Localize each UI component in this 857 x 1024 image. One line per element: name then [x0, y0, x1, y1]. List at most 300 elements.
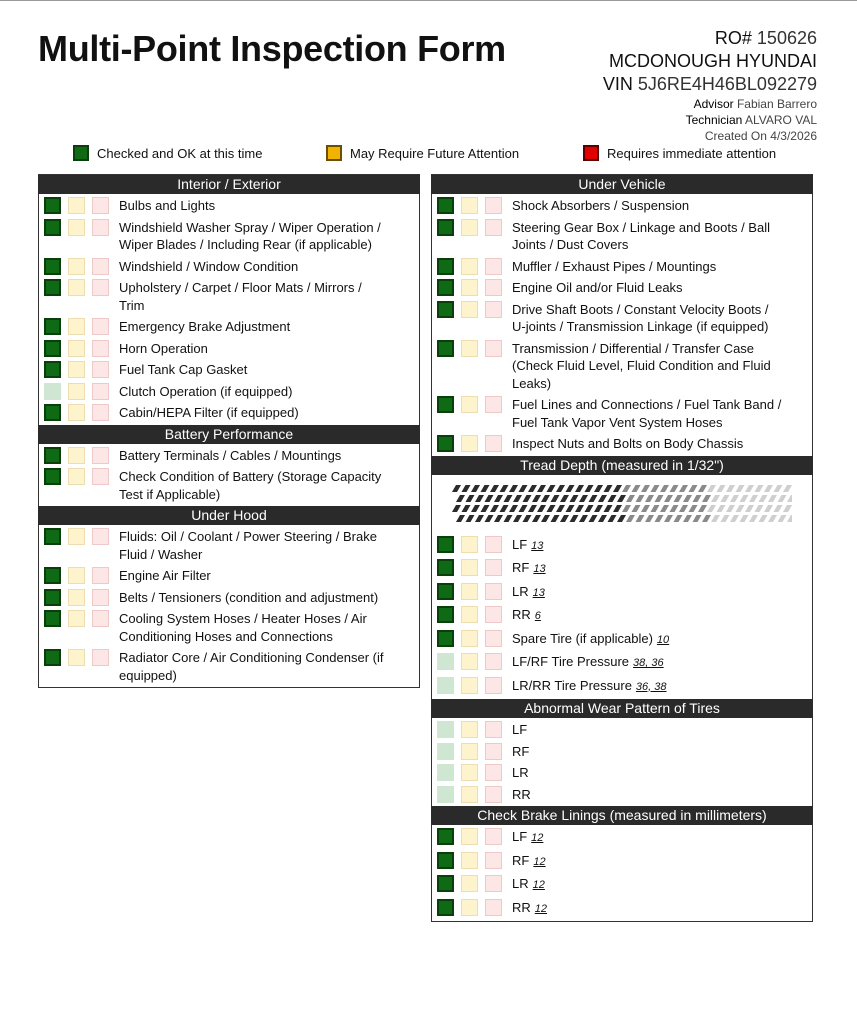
section-interior-exterior — [39, 175, 419, 425]
advisor-line — [603, 96, 817, 112]
vin-line — [603, 73, 817, 96]
ro-line — [603, 27, 817, 50]
status-boxes — [39, 649, 116, 666]
immediate-attention-checkbox[interactable] — [485, 583, 502, 600]
item-label — [509, 583, 782, 603]
immediate-attention-checkbox[interactable] — [485, 653, 502, 670]
checklist-row — [432, 217, 812, 256]
item-text: LR — [512, 876, 529, 891]
ok-checkbox[interactable] — [437, 828, 454, 845]
item-text: Windshield Washer Spray / Wiper Operation / Wiper Blades / Including Rear (if applicable) — [119, 219, 381, 252]
created-date: 4/3/2026 — [770, 129, 817, 143]
future-attention-checkbox[interactable] — [68, 258, 85, 275]
immediate-attention-checkbox[interactable] — [92, 361, 109, 378]
future-attention-checkbox[interactable] — [461, 899, 478, 916]
status-boxes — [432, 536, 509, 553]
section-battery-performance — [39, 425, 419, 507]
ok-checkbox[interactable] — [437, 630, 454, 647]
item-label — [509, 279, 782, 297]
status-boxes — [432, 340, 509, 357]
immediate-attention-checkbox[interactable] — [485, 743, 502, 760]
item-label — [116, 468, 389, 503]
future-attention-checkbox[interactable] — [461, 536, 478, 553]
item-text: Fluids: Oil / Coolant / Power Steering / Brake Fluid / Washer — [119, 529, 377, 562]
status-boxes — [432, 875, 509, 892]
immediate-attention-checkbox[interactable] — [485, 828, 502, 845]
item-label — [509, 743, 782, 761]
status-boxes — [432, 606, 509, 623]
section-abnormal-wear-pattern-of-tires — [432, 699, 812, 806]
item-list — [432, 194, 812, 456]
status-boxes — [432, 764, 509, 781]
legend-ok-label: Checked and OK at this time — [97, 145, 263, 161]
ok-checkbox[interactable] — [44, 258, 61, 275]
vin-label: VIN — [602, 74, 633, 94]
ok-checkbox[interactable] — [437, 677, 454, 694]
item-label — [509, 396, 782, 431]
checklist-row — [432, 299, 812, 338]
future-attention-checkbox[interactable] — [68, 649, 85, 666]
section-tread-depth-measured-in-1-32 — [432, 456, 812, 700]
item-label — [509, 852, 782, 872]
future-attention-checkbox[interactable] — [461, 828, 478, 845]
future-attention-checkbox[interactable] — [68, 567, 85, 584]
immediate-attention-checkbox[interactable] — [485, 630, 502, 647]
immediate-attention-checkbox[interactable] — [92, 340, 109, 357]
ok-checkbox[interactable] — [44, 318, 61, 335]
item-text: LF — [512, 536, 528, 552]
ok-checkbox[interactable] — [44, 361, 61, 378]
ok-checkbox[interactable] — [44, 340, 61, 357]
checklist-row — [39, 608, 419, 647]
ok-checkbox[interactable] — [437, 396, 454, 413]
status-boxes — [432, 828, 509, 845]
immediate-attention-checkbox[interactable] — [485, 396, 502, 413]
immediate-attention-checkbox[interactable] — [485, 301, 502, 318]
future-attention-checkbox[interactable] — [461, 606, 478, 623]
future-attention-checkbox[interactable] — [68, 447, 85, 464]
checklist-row — [39, 381, 419, 403]
item-label — [509, 786, 782, 804]
legend-future-label: May Require Future Attention — [350, 145, 520, 161]
immediate-attention-checkbox[interactable] — [485, 899, 502, 916]
checklist-row — [39, 565, 419, 587]
status-boxes — [39, 258, 116, 275]
future-attention-checkbox[interactable] — [68, 404, 85, 421]
checklist-row — [432, 604, 812, 628]
immediate-attention-checkbox[interactable] — [92, 279, 109, 296]
immediate-attention-checkbox[interactable] — [485, 219, 502, 236]
item-label — [116, 258, 389, 276]
checklist-row — [39, 256, 419, 278]
status-boxes — [39, 279, 116, 296]
item-text: Transmission / Differential / Transfer Case (Check Fluid Level, Fluid Condition and Fluid Leaks) — [512, 340, 771, 391]
item-list — [432, 825, 812, 921]
future-attention-checkbox[interactable] — [68, 197, 85, 214]
section-check-brake-linings-measured-in-millimeters — [432, 806, 812, 921]
checklist-row — [39, 647, 419, 686]
ok-checkbox[interactable] — [437, 197, 454, 214]
checklist-row — [39, 526, 419, 565]
ok-checkbox[interactable] — [437, 786, 454, 803]
yellow-swatch-icon — [326, 145, 342, 161]
checklist-row — [432, 873, 812, 897]
item-measurement: 12 — [533, 855, 546, 868]
immediate-attention-checkbox[interactable] — [92, 567, 109, 584]
future-attention-checkbox[interactable] — [68, 318, 85, 335]
section-under-vehicle — [432, 175, 812, 456]
ok-checkbox[interactable] — [437, 583, 454, 600]
ok-checkbox[interactable] — [44, 404, 61, 421]
status-boxes — [39, 610, 116, 627]
future-attention-checkbox[interactable] — [68, 340, 85, 357]
item-label — [509, 301, 782, 336]
ok-checkbox[interactable] — [44, 468, 61, 485]
future-attention-checkbox[interactable] — [68, 361, 85, 378]
item-text: Spare Tire (if applicable) — [512, 630, 653, 646]
item-text: Belts / Tensioners (condition and adjustment) — [119, 589, 379, 605]
red-swatch-icon — [583, 145, 599, 161]
ok-checkbox[interactable] — [437, 340, 454, 357]
item-text: Fuel Lines and Connections / Fuel Tank Band / Fuel Tank Vapor Vent System Hoses — [512, 397, 782, 430]
future-attention-checkbox[interactable] — [461, 852, 478, 869]
section-under-hood — [39, 506, 419, 687]
item-list — [432, 533, 812, 700]
immediate-attention-checkbox[interactable] — [92, 318, 109, 335]
item-label — [116, 383, 389, 401]
checklist-row — [432, 651, 812, 675]
future-attention-checkbox[interactable] — [461, 764, 478, 781]
status-boxes — [39, 197, 116, 214]
created-line — [603, 128, 817, 144]
future-attention-checkbox[interactable] — [68, 383, 85, 400]
item-text: Muffler / Exhaust Pipes / Mountings — [512, 258, 717, 274]
item-list — [39, 444, 419, 507]
ok-checkbox[interactable] — [437, 219, 454, 236]
status-boxes — [432, 786, 509, 803]
item-text: Upholstery / Carpet / Floor Mats / Mirrors / Trim — [119, 280, 362, 313]
future-attention-checkbox[interactable] — [461, 435, 478, 452]
immediate-attention-checkbox[interactable] — [485, 852, 502, 869]
legend-immediate — [583, 145, 776, 161]
item-measurement: 36, 38 — [635, 680, 667, 693]
item-label — [116, 447, 389, 465]
status-boxes — [432, 396, 509, 413]
section-header: Under Hood — [38, 506, 420, 525]
immediate-attention-checkbox[interactable] — [485, 764, 502, 781]
legend — [0, 145, 857, 165]
item-text: LR/RR Tire Pressure — [512, 677, 632, 693]
item-text: Shock Absorbers / Suspension — [512, 198, 690, 213]
immediate-attention-checkbox[interactable] — [485, 559, 502, 576]
immediate-attention-checkbox[interactable] — [485, 786, 502, 803]
status-boxes — [39, 528, 116, 545]
status-boxes — [39, 383, 116, 400]
ok-checkbox[interactable] — [437, 301, 454, 318]
future-attention-checkbox[interactable] — [461, 279, 478, 296]
immediate-attention-checkbox[interactable] — [485, 197, 502, 214]
immediate-attention-checkbox[interactable] — [485, 536, 502, 553]
item-text: Engine Oil and/or Fluid Leaks — [512, 280, 683, 295]
future-attention-checkbox[interactable] — [461, 875, 478, 892]
ok-checkbox[interactable] — [437, 606, 454, 623]
immediate-attention-checkbox[interactable] — [485, 279, 502, 296]
status-boxes — [432, 630, 509, 647]
technician-label: Technician — [685, 113, 743, 127]
item-list — [432, 718, 812, 806]
ok-checkbox[interactable] — [437, 875, 454, 892]
item-measurement: 6 — [534, 610, 541, 622]
item-label — [116, 404, 389, 422]
future-attention-checkbox[interactable] — [68, 528, 85, 545]
item-text: RR — [512, 899, 531, 915]
item-text: RF — [512, 743, 530, 759]
item-text: Fuel Tank Cap Gasket — [119, 362, 248, 377]
item-label — [509, 536, 782, 556]
ok-checkbox[interactable] — [437, 559, 454, 576]
checklist-row — [432, 784, 812, 806]
status-boxes — [432, 899, 509, 916]
item-label — [116, 197, 389, 215]
advisor-name: Fabian Barrero — [736, 97, 817, 111]
future-attention-checkbox[interactable] — [461, 219, 478, 236]
status-boxes — [432, 258, 509, 275]
immediate-attention-checkbox[interactable] — [92, 258, 109, 275]
ro-label: RO# — [714, 28, 752, 48]
future-attention-checkbox[interactable] — [68, 610, 85, 627]
immediate-attention-checkbox[interactable] — [92, 528, 109, 545]
repair-order-header — [603, 27, 817, 144]
checklist-row — [432, 897, 812, 921]
tire-tread-icon — [452, 481, 792, 525]
status-boxes — [432, 677, 509, 694]
item-measurement: 12 — [532, 879, 545, 891]
item-text: RR — [512, 786, 531, 802]
status-boxes — [39, 447, 116, 464]
immediate-attention-checkbox[interactable] — [92, 447, 109, 464]
status-boxes — [39, 361, 116, 378]
future-attention-checkbox[interactable] — [68, 279, 85, 296]
item-label — [509, 677, 782, 697]
item-list — [39, 194, 419, 425]
future-attention-checkbox[interactable] — [461, 301, 478, 318]
checklist-row — [432, 195, 812, 217]
status-boxes — [39, 468, 116, 485]
checklist-row — [39, 466, 419, 505]
ok-checkbox[interactable] — [437, 536, 454, 553]
future-attention-checkbox[interactable] — [461, 786, 478, 803]
item-label — [509, 435, 782, 453]
item-measurement: 12 — [531, 832, 544, 844]
status-boxes — [432, 435, 509, 452]
item-label — [509, 899, 782, 919]
ro-number: 150626 — [756, 28, 817, 48]
ok-checkbox[interactable] — [44, 383, 61, 400]
status-boxes — [432, 653, 509, 670]
right-inspection-panel — [431, 174, 813, 922]
ok-checkbox[interactable] — [44, 610, 61, 627]
checklist-row — [432, 675, 812, 699]
ok-checkbox[interactable] — [437, 279, 454, 296]
future-attention-checkbox[interactable] — [461, 583, 478, 600]
checklist-row — [432, 338, 812, 395]
checklist-row — [432, 719, 812, 741]
ok-checkbox[interactable] — [437, 764, 454, 781]
checklist-row — [432, 256, 812, 278]
status-boxes — [39, 219, 116, 236]
item-text: LF — [512, 722, 528, 737]
vin-number: 5J6RE4H46BL092279 — [637, 74, 817, 94]
item-label — [116, 610, 389, 645]
item-text: Check Condition of Battery (Storage Capacity Test if Applicable) — [119, 469, 382, 502]
status-boxes — [432, 583, 509, 600]
immediate-attention-checkbox[interactable] — [92, 219, 109, 236]
future-attention-checkbox[interactable] — [68, 468, 85, 485]
top-rule — [0, 0, 857, 1]
item-text: Bulbs and Lights — [119, 198, 216, 213]
item-label — [509, 630, 782, 650]
immediate-attention-checkbox[interactable] — [485, 340, 502, 357]
ok-checkbox[interactable] — [44, 197, 61, 214]
immediate-attention-checkbox[interactable] — [485, 606, 502, 623]
status-boxes — [432, 219, 509, 236]
immediate-attention-checkbox[interactable] — [92, 383, 109, 400]
future-attention-checkbox[interactable] — [461, 743, 478, 760]
future-attention-checkbox[interactable] — [461, 197, 478, 214]
checklist-row — [39, 359, 419, 381]
ok-checkbox[interactable] — [44, 528, 61, 545]
item-text: RF — [512, 560, 530, 575]
item-label — [509, 340, 782, 393]
item-label — [509, 559, 782, 579]
checklist-row — [432, 762, 812, 784]
checklist-row — [432, 394, 812, 433]
item-label — [509, 197, 782, 215]
checklist-row — [39, 402, 419, 424]
item-text: LF/RF Tire Pressure — [512, 654, 630, 669]
future-attention-checkbox[interactable] — [461, 559, 478, 576]
item-label — [509, 828, 782, 848]
section-header: Abnormal Wear Pattern of Tires — [431, 699, 813, 718]
future-attention-checkbox[interactable] — [461, 653, 478, 670]
ok-checkbox[interactable] — [44, 589, 61, 606]
item-measurement: 12 — [534, 902, 548, 915]
future-attention-checkbox[interactable] — [461, 340, 478, 357]
section-header: Under Vehicle — [431, 175, 813, 194]
item-label — [509, 653, 782, 673]
ok-checkbox[interactable] — [437, 653, 454, 670]
item-text: LR — [512, 765, 529, 780]
immediate-attention-checkbox[interactable] — [485, 721, 502, 738]
ok-checkbox[interactable] — [437, 721, 454, 738]
immediate-attention-checkbox[interactable] — [92, 589, 109, 606]
item-label — [509, 606, 782, 626]
item-measurement: 38, 36 — [633, 657, 664, 669]
section-header: Battery Performance — [38, 425, 420, 444]
tire-image — [432, 475, 812, 533]
section-header: Tread Depth (measured in 1/32") — [431, 456, 813, 475]
future-attention-checkbox[interactable] — [461, 630, 478, 647]
ok-checkbox[interactable] — [44, 567, 61, 584]
future-attention-checkbox[interactable] — [68, 219, 85, 236]
status-boxes — [432, 743, 509, 760]
item-label — [509, 258, 782, 276]
ok-checkbox[interactable] — [437, 435, 454, 452]
ok-checkbox[interactable] — [44, 447, 61, 464]
future-attention-checkbox[interactable] — [461, 258, 478, 275]
status-boxes — [39, 567, 116, 584]
technician-line — [603, 112, 817, 128]
immediate-attention-checkbox[interactable] — [485, 258, 502, 275]
legend-ok — [73, 145, 262, 161]
item-text: LF — [512, 829, 528, 844]
item-label — [116, 219, 389, 254]
immediate-attention-checkbox[interactable] — [485, 875, 502, 892]
item-label — [116, 340, 389, 358]
ok-checkbox[interactable] — [437, 899, 454, 916]
future-attention-checkbox[interactable] — [68, 589, 85, 606]
ok-checkbox[interactable] — [437, 743, 454, 760]
ok-checkbox[interactable] — [44, 649, 61, 666]
checklist-row — [432, 534, 812, 558]
future-attention-checkbox[interactable] — [461, 677, 478, 694]
checklist-row — [39, 217, 419, 256]
checklist-row — [39, 338, 419, 360]
item-text: Windshield / Window Condition — [119, 258, 299, 274]
item-text: LR — [512, 583, 529, 599]
immediate-attention-checkbox[interactable] — [92, 404, 109, 421]
item-text: Engine Air Filter — [119, 568, 211, 583]
item-measurement: 13 — [533, 563, 546, 575]
item-measurement: 10 — [656, 633, 670, 646]
status-boxes — [432, 559, 509, 576]
item-label — [509, 219, 782, 254]
ok-checkbox[interactable] — [437, 852, 454, 869]
checklist-row — [432, 581, 812, 605]
checklist-row — [432, 557, 812, 581]
ok-checkbox[interactable] — [437, 258, 454, 275]
item-label — [116, 528, 389, 563]
future-attention-checkbox[interactable] — [461, 396, 478, 413]
checklist-row — [432, 628, 812, 652]
checklist-row — [432, 826, 812, 850]
checklist-row — [39, 277, 419, 316]
checklist-row — [432, 277, 812, 299]
immediate-attention-checkbox[interactable] — [92, 649, 109, 666]
section-header: Interior / Exterior — [38, 175, 420, 194]
immediate-attention-checkbox[interactable] — [485, 435, 502, 452]
item-text: Steering Gear Box / Linkage and Boots / Ball Joints / Dust Covers — [512, 219, 770, 252]
status-boxes — [39, 404, 116, 421]
item-list — [39, 525, 419, 687]
technician-name: ALVARO VAL — [744, 113, 817, 127]
checklist-row — [39, 445, 419, 467]
immediate-attention-checkbox[interactable] — [92, 197, 109, 214]
ok-checkbox[interactable] — [44, 219, 61, 236]
ok-checkbox[interactable] — [44, 279, 61, 296]
item-text: RF — [512, 852, 530, 868]
future-attention-checkbox[interactable] — [461, 721, 478, 738]
immediate-attention-checkbox[interactable] — [485, 677, 502, 694]
immediate-attention-checkbox[interactable] — [92, 610, 109, 627]
immediate-attention-checkbox[interactable] — [92, 468, 109, 485]
item-text: Radiator Core / Air Conditioning Condenser (if equipped) — [119, 650, 384, 683]
item-text: Battery Terminals / Cables / Mountings — [119, 447, 342, 463]
green-swatch-icon — [73, 145, 89, 161]
checklist-row — [432, 741, 812, 763]
status-boxes — [432, 852, 509, 869]
item-label — [116, 589, 389, 607]
